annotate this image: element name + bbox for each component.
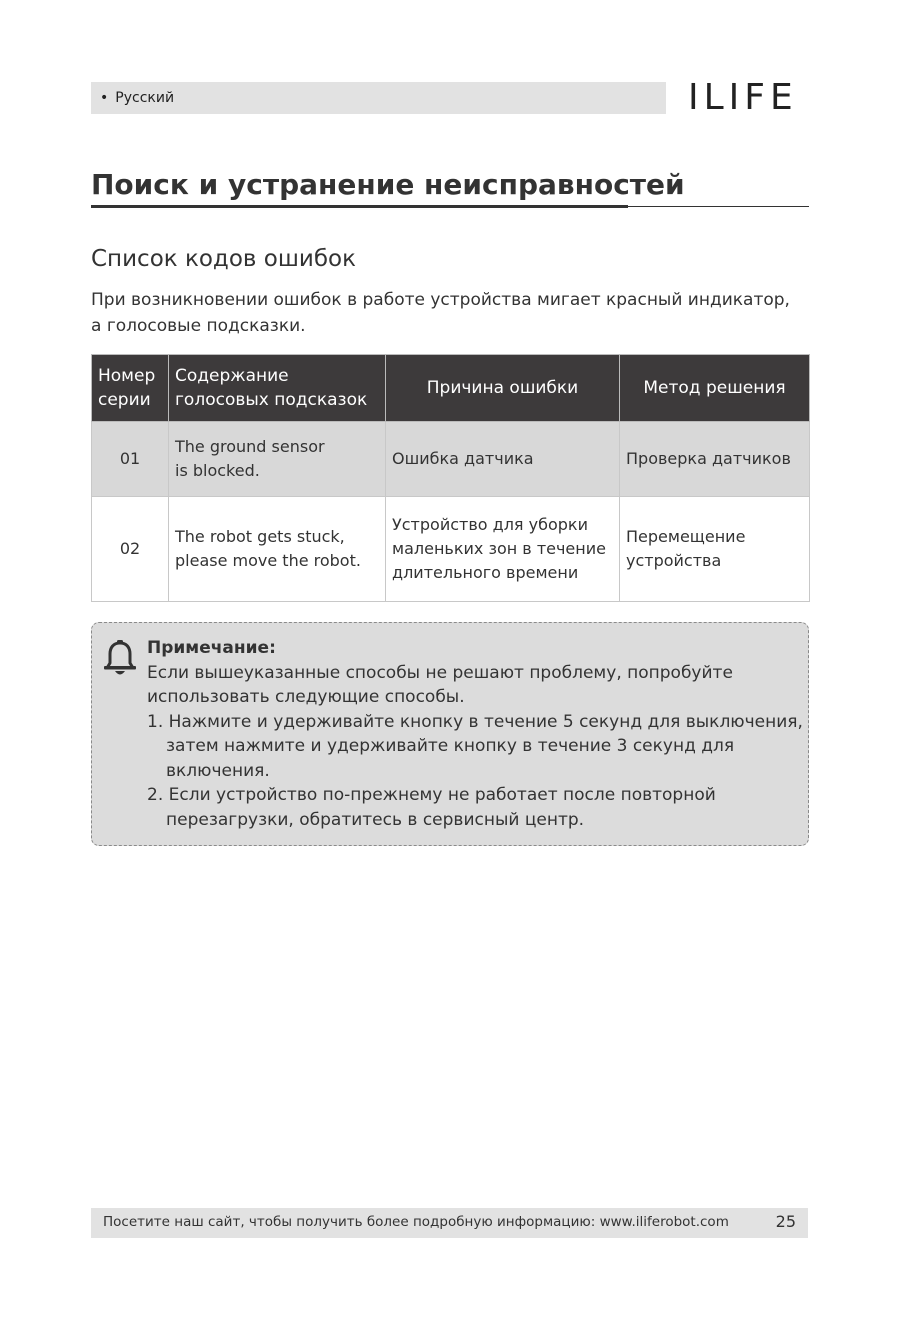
- voice-prompt-cell: The ground sensor is blocked.: [169, 422, 386, 497]
- table-row: [92, 497, 810, 602]
- note-line: затем нажмите и удерживайте кнопку в течение 3 секунд для: [166, 736, 735, 756]
- table-row: [92, 422, 810, 497]
- page-title: Поиск и устранение неисправностей: [91, 168, 685, 201]
- ilife-logo: ILIFE: [688, 77, 798, 118]
- solution-cell: Проверка датчиков: [620, 422, 810, 497]
- note-text: [147, 636, 807, 832]
- note-line: использовать следующие способы.: [147, 687, 465, 707]
- header-bar: [91, 82, 666, 114]
- note-line: включения.: [166, 760, 270, 781]
- note-line: 1. Нажмите и удерживайте кнопку в течение 5 секунд для выключения,: [147, 711, 803, 732]
- voice-prompt-cell: The robot gets stuck, please move the robot.: [169, 497, 386, 602]
- note-line: перезагрузки, обратитесь в сервисный центр.: [166, 809, 585, 830]
- solution-cell: Перемещение устройства: [620, 497, 810, 602]
- row-number: 01: [92, 422, 169, 497]
- title-underline: [91, 205, 628, 208]
- note-line: Если вышеуказанные способы не решают проблему, попробуйте: [147, 662, 733, 683]
- table-header-row: [92, 355, 810, 422]
- note-line: 2. Если устройство по-прежнему не работает после повторной: [147, 785, 716, 805]
- intro-line: а голосовые подсказки.: [91, 316, 306, 336]
- error-codes-table: [91, 354, 810, 602]
- intro-line: При возникновении ошибок в работе устройства мигает красный индикатор,: [91, 290, 790, 310]
- language-label: Русский: [115, 90, 175, 106]
- header-solution-method: Метод решения: [620, 355, 810, 422]
- section-title: Список кодов ошибок: [91, 246, 356, 272]
- error-cause-cell: Ошибка датчика: [386, 422, 620, 497]
- error-cause-cell: Устройство для уборки маленьких зон в течение длительного времени: [386, 497, 620, 602]
- header-serial-number: Номер серии: [92, 355, 169, 422]
- intro-paragraph: [91, 287, 811, 339]
- header-voice-prompt: Содержание голосовых подсказок: [169, 355, 386, 422]
- footer-website-text: Посетите наш сайт, чтобы получить более подробную информацию: www.iliferobot.com: [103, 1214, 729, 1230]
- bell-icon: [104, 640, 136, 678]
- footer-bar: [91, 1208, 808, 1238]
- note-title: Примечание:: [147, 638, 276, 658]
- title-rule: [628, 206, 809, 207]
- row-number: 02: [92, 497, 169, 602]
- page-number: 25: [775, 1212, 796, 1231]
- bullet: •: [100, 90, 109, 106]
- header-error-cause: Причина ошибки: [386, 355, 620, 422]
